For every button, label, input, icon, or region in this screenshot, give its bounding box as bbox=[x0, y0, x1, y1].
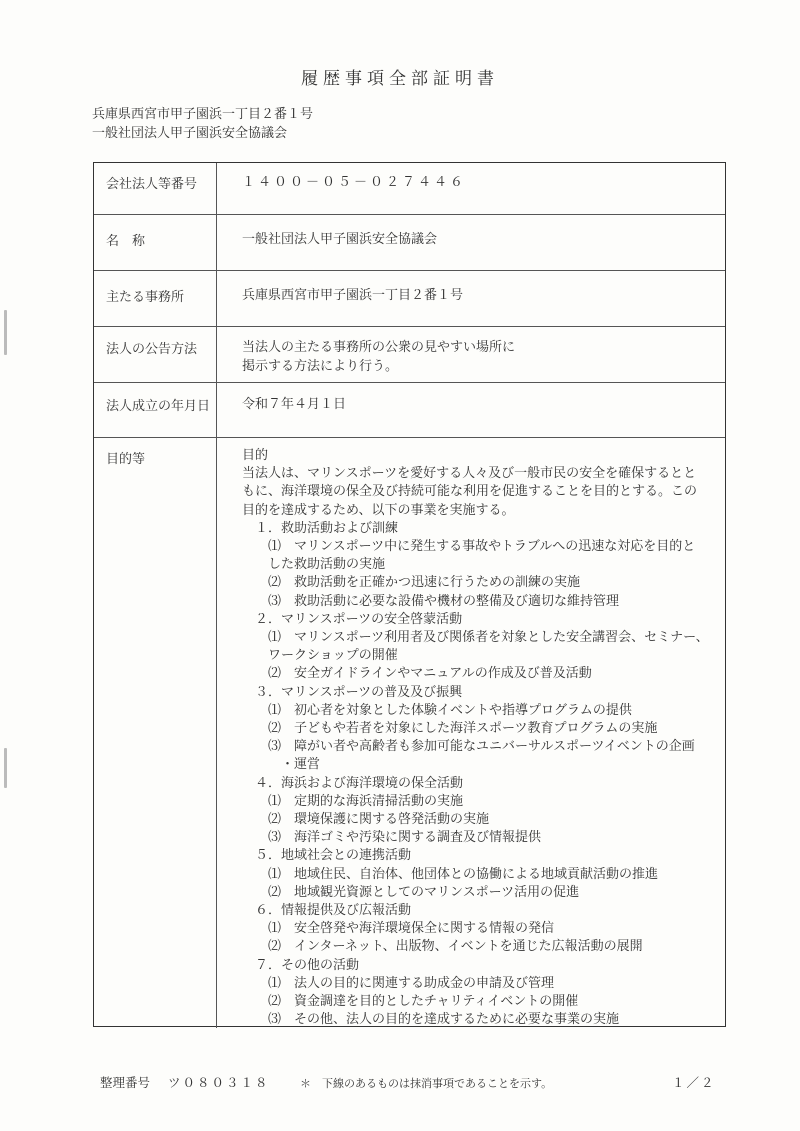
purpose-text bbox=[242, 447, 709, 1030]
label-purpose: 目的等 bbox=[106, 452, 146, 467]
purpose-line: 当法人は、マリンスポーツを愛好する人々及び一般市民の安全を確保するとと bbox=[242, 466, 697, 482]
serial-number: ツ０８０３１８ bbox=[168, 1075, 270, 1090]
purpose-line: ６．情報提供及び広報活動 bbox=[242, 903, 412, 919]
purpose-line: ⑶ 海洋ゴミや汚染に関する調査及び情報提供 bbox=[242, 830, 542, 846]
purpose-line: ⑵ 安全ガイドラインやマニュアルの作成及び普及活動 bbox=[242, 666, 592, 682]
header-address: 兵庫県西宮市甲子園浜一丁目２番１号 bbox=[92, 107, 314, 122]
scan-edge-mark bbox=[4, 310, 7, 355]
purpose-line: ５．地域社会との連携活動 bbox=[242, 848, 412, 864]
label-corporate-number: 会社法人等番号 bbox=[106, 177, 198, 192]
row-name bbox=[94, 215, 725, 271]
purpose-line: ⑴ マリンスポーツ利用者及び関係者を対象とした安全講習会、セミナー、 bbox=[242, 630, 709, 646]
purpose-line: 目的を達成するため、以下の事業を実施する。 bbox=[242, 502, 515, 518]
value-corporate-number: １４００－０５－０２７４４６ bbox=[242, 175, 467, 190]
registry-table bbox=[93, 162, 726, 1027]
page-number: １／２ bbox=[672, 1075, 716, 1090]
row-establishment-date bbox=[94, 383, 725, 438]
purpose-line: ⑶ 救助活動に必要な設備や機材の整備及び適切な維持管理 bbox=[242, 593, 620, 609]
purpose-line: ３．マリンスポーツの普及及び振興 bbox=[242, 684, 463, 700]
purpose-line: ⑴ 初心者を対象とした体験イベントや指導プログラムの提供 bbox=[242, 702, 632, 718]
row-corporate-number bbox=[94, 163, 725, 215]
document-title: 履歴事項全部証明書 bbox=[301, 69, 499, 89]
purpose-line: ⑴ 地域住民、自治体、他団体との協働による地域貢献活動の推進 bbox=[242, 866, 659, 882]
purpose-line: ⑴ 法人の目的に関連する助成金の申請及び管理 bbox=[242, 975, 555, 991]
purpose-line: １．救助活動および訓練 bbox=[242, 520, 399, 536]
purpose-line: ７．その他の活動 bbox=[242, 957, 360, 973]
purpose-line: ⑵ 子どもや若者を対象にした海洋スポーツ教育プログラムの実施 bbox=[242, 721, 658, 737]
label-name: 名 称 bbox=[106, 234, 146, 249]
scan-edge-mark bbox=[4, 748, 7, 788]
purpose-line: ⑵ 救助活動を正確かつ迅速に行うための訓練の実施 bbox=[242, 575, 581, 591]
purpose-line: ⑵ 環境保護に関する啓発活動の実施 bbox=[242, 812, 490, 828]
purpose-line: 目的 bbox=[242, 448, 269, 463]
value-name: 一般社団法人甲子園浜安全協議会 bbox=[242, 232, 438, 247]
header-corporation-name: 一般社団法人甲子園浜安全協議会 bbox=[92, 126, 288, 141]
purpose-line: した救助活動の実施 bbox=[242, 557, 386, 573]
label-main-office: 主たる事務所 bbox=[106, 290, 185, 305]
value-establishment-date: 令和７年４月１日 bbox=[242, 397, 347, 412]
value-main-office: 兵庫県西宮市甲子園浜一丁目２番１号 bbox=[242, 288, 464, 303]
row-public-notice bbox=[94, 327, 725, 383]
label-establishment-date: 法人成立の年月日 bbox=[106, 399, 211, 414]
purpose-line: ４．海浜および海洋環境の保全活動 bbox=[242, 775, 464, 791]
value-line: 当法人の主たる事務所の公衆の見やすい場所に bbox=[242, 340, 516, 355]
purpose-line: ⑶ その他、法人の目的を達成するために必要な事業の実施 bbox=[242, 1012, 620, 1028]
value-line: 掲示する方法により行う。 bbox=[242, 359, 399, 374]
serial-label: 整理番号 bbox=[100, 1075, 151, 1090]
row-main-office bbox=[94, 271, 725, 327]
purpose-line: ⑴ マリンスポーツ中に発生する事故やトラブルへの迅速な対応を目的と bbox=[242, 539, 696, 555]
row-purpose bbox=[94, 438, 725, 1028]
purpose-line: ⑵ 地域観光資源としてのマリンスポーツ活用の促進 bbox=[242, 884, 580, 900]
purpose-line: ワークショップの開催 bbox=[242, 648, 398, 664]
purpose-line: ・運営 bbox=[242, 757, 321, 773]
label-public-notice: 法人の公告方法 bbox=[106, 342, 198, 357]
purpose-line: ⑴ 安全啓発や海洋環境保全に関する情報の発信 bbox=[242, 921, 555, 937]
purpose-line: ２．マリンスポーツの安全啓蒙活動 bbox=[242, 611, 463, 627]
footnote: ＊ 下線のあるものは抹消事項であることを示す。 bbox=[300, 1077, 553, 1090]
purpose-line: ⑶ 障がい者や高齢者も参加可能なユニバーサルスポーツイベントの企画 bbox=[242, 739, 695, 755]
purpose-line: ⑵ インターネット、出版物、イベントを通じた広報活動の展開 bbox=[242, 939, 643, 955]
purpose-line: もに、海洋環境の保全及び持続可能な利用を促進することを目的とする。この bbox=[242, 484, 698, 500]
value-public-notice bbox=[242, 338, 515, 376]
purpose-line: ⑴ 定期的な海浜清掃活動の実施 bbox=[242, 793, 464, 809]
purpose-line: ⑵ 資金調達を目的としたチャリティイベントの開催 bbox=[242, 994, 579, 1010]
